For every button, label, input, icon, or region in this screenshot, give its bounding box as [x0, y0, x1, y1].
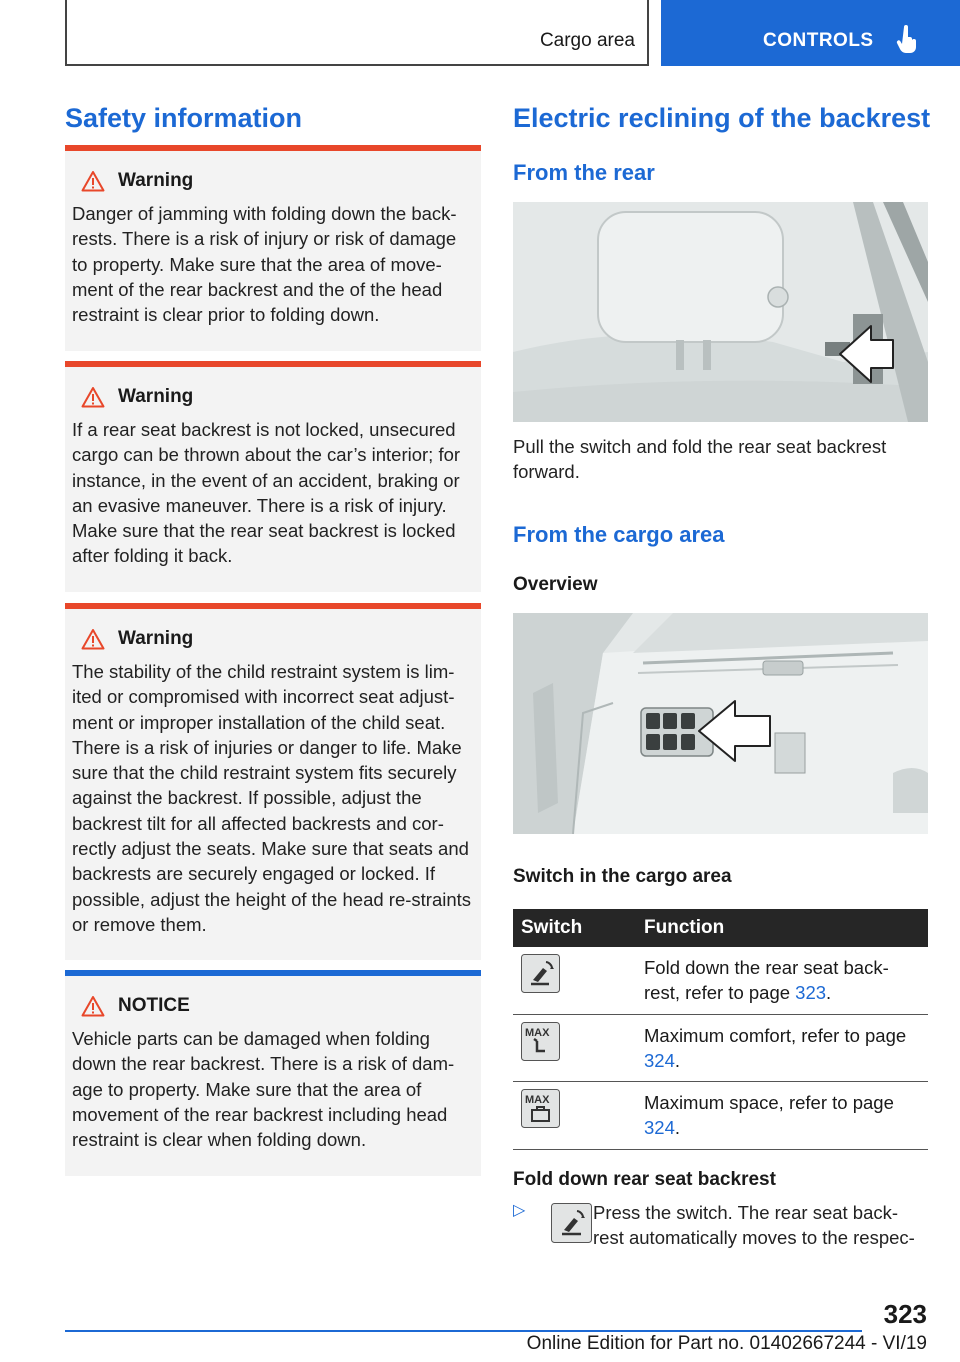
warning-box-2 — [65, 361, 481, 592]
page-number: 323 — [883, 1299, 927, 1329]
header-box — [65, 0, 649, 66]
warning-label: Warning — [118, 170, 194, 191]
page-link[interactable]: 323 — [795, 982, 827, 1004]
safety-heading: Safety information — [65, 103, 303, 133]
rear-seat-illustration — [513, 202, 928, 422]
list-item — [513, 1200, 928, 1256]
warning-label: Warning — [118, 386, 194, 407]
cargo-area-photo — [513, 613, 928, 834]
from-rear-caption: Pull the switch and fold the rear seat backrest forward. — [513, 436, 887, 483]
warning-triangle-icon — [81, 170, 105, 192]
fold-down-heading: Fold down rear seat backrest — [513, 1169, 776, 1190]
hand-pointer-icon — [896, 25, 918, 53]
page-link[interactable]: 324 — [644, 1049, 675, 1071]
function-text-end: . — [674, 1117, 681, 1139]
max-comfort-icon — [521, 1022, 560, 1061]
from-rear-heading: From the rear — [513, 160, 655, 185]
notice-text: Vehicle parts can be damaged when folding down the rear backrest. There is a risk of dam-age to property. Make sure that the area of movement of the rear backrest including head restraint is clear when folding down. — [72, 1028, 455, 1151]
table-row — [513, 1082, 928, 1150]
notice-box — [65, 970, 481, 1176]
warning-text: Danger of jamming with folding down the back-rests. There is a risk of injury or risk of damage to property. Make sure that the area of move-ment of the rear backrest and the of the head restraint is clear prior to folding down. — [72, 203, 457, 326]
cargo-area-illustration — [513, 613, 928, 834]
warning-box-3 — [65, 603, 481, 960]
svg-text:MAX: MAX — [525, 1026, 550, 1039]
table-header-switch: Switch — [513, 909, 636, 947]
cargo-switch-caption: Switch in the cargo area — [513, 866, 732, 887]
warning-triangle-icon — [81, 386, 105, 408]
section-title: Cargo area — [539, 30, 635, 51]
function-cell — [636, 947, 928, 1014]
electric-reclining-heading: Electric reclining of the backrest — [513, 103, 931, 133]
function-text-end: . — [826, 982, 832, 1004]
bullet-triangle-icon: ▷ — [513, 1202, 526, 1219]
table-header-function: Function — [636, 909, 928, 947]
notice-label: NOTICE — [118, 995, 190, 1016]
page-link[interactable]: 324 — [644, 1117, 675, 1139]
seat-fold-icon — [521, 954, 560, 993]
function-text: Fold down the rear seat back-rest, refer to page — [644, 957, 889, 1004]
switch-function-table — [513, 909, 928, 1150]
rear-seat-photo — [513, 202, 928, 422]
function-text: Maximum space, refer to page — [644, 1092, 894, 1114]
warning-triangle-icon — [81, 628, 105, 650]
footer-edition: Online Edition for Part no. 01402667244 - VI/19 — [526, 1333, 927, 1354]
warning-text: If a rear seat backrest is not locked, unsecured cargo can be thrown about the car’s interior; for instance, in the event of an accident, braking or an evasive maneuver. There is a risk of injury. Make sure that the rear seat backrest is locked after folding it back. — [72, 419, 461, 567]
notice-triangle-icon — [81, 995, 105, 1017]
table-row — [513, 947, 928, 1014]
overview-label: Overview — [513, 574, 598, 595]
from-cargo-heading: From the cargo area — [513, 522, 725, 547]
controls-tab[interactable] — [661, 0, 960, 66]
function-cell — [636, 1082, 928, 1150]
warning-label: Warning — [118, 628, 194, 649]
seat-fold-icon — [542, 1203, 594, 1243]
function-text-end: . — [674, 1049, 681, 1071]
warning-box-1 — [65, 145, 481, 351]
controls-tab-label: CONTROLS — [763, 30, 874, 51]
warning-text: The stability of the child restraint system is lim-ited or compromised with incorrect seat adjust-ment or improper installation of the child seat. There is a risk of injuries or danger to life. Make sure that the child restraint system fits securely against the backrest. If possible, adjust the backrest tilt for all affected backrests and cor-rectly adjust the seats. Make sure that seats and backrests are securely engaged or locked. If possible, adjust the height of the head re-straints or remove them. — [72, 661, 472, 935]
function-text: Maximum comfort, refer to page — [644, 1024, 907, 1046]
svg-text:MAX: MAX — [525, 1094, 550, 1107]
fold-instruction-text: Press the switch. The rear seat back-rest automatically moves to the respec- — [593, 1202, 915, 1249]
table-row — [513, 1014, 928, 1082]
max-space-icon — [521, 1089, 560, 1128]
footer-divider — [65, 1330, 862, 1332]
function-cell — [636, 1014, 928, 1082]
